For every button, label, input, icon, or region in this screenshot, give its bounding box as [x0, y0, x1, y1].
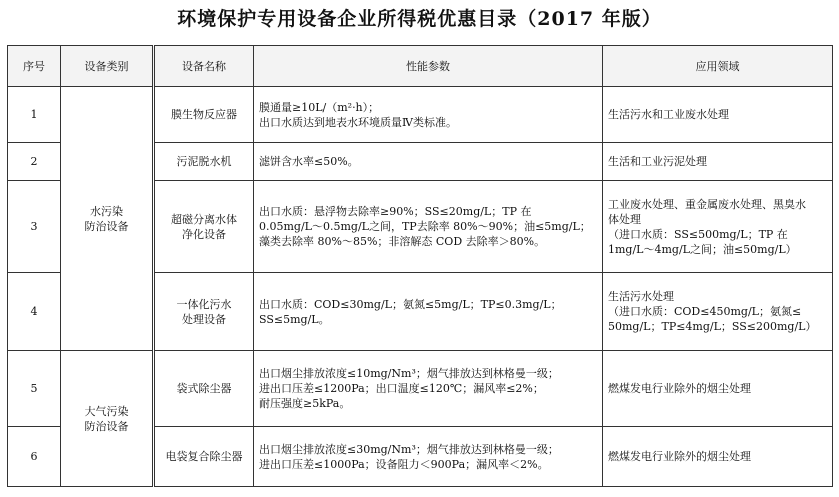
params-line: 膜通量≥10L/（m²·h）； — [259, 100, 380, 114]
application-cell — [603, 351, 833, 427]
params-cell — [254, 351, 603, 427]
row-number: 2 — [8, 143, 61, 181]
params-line: 藻类去除率 80%～85%；非溶解态 COD 去除率＞80%。 — [259, 235, 546, 248]
header-application: 应用领域 — [603, 46, 833, 87]
device-name — [154, 143, 254, 181]
params-line: SS≤5mg/L。 — [259, 312, 330, 326]
header-no: 序号 — [8, 46, 61, 87]
device-name-line: 污泥脱水机 — [176, 155, 232, 168]
params-cell — [254, 273, 603, 351]
params-line: 出口水质：悬浮物去除率≥90%；SS≤20mg/L；TP 在 — [259, 205, 532, 218]
row-number: 4 — [8, 273, 61, 351]
device-name — [154, 181, 254, 273]
row-number: 6 — [8, 427, 61, 487]
params-cell — [254, 427, 603, 487]
category-label: 防治设备 — [84, 219, 129, 233]
params-line: 耐压强度≥5kPa。 — [259, 397, 351, 410]
category-label: 防治设备 — [84, 419, 129, 433]
device-name-line: 膜生物反应器 — [171, 108, 237, 121]
category-label: 水污染 — [90, 204, 123, 218]
device-name-line: 超磁分离水体 — [171, 212, 237, 226]
application-line: 燃煤发电行业除外的烟尘处理 — [608, 382, 751, 395]
params-cell — [254, 143, 603, 181]
application-line: 生活污水和工业废水处理 — [608, 108, 729, 121]
row-number: 5 — [8, 351, 61, 427]
params-line: 出口水质：COD≤30mg/L；氨氮≤5mg/L；TP≤0.3mg/L； — [259, 297, 562, 311]
device-name-line: 净化设备 — [182, 227, 226, 241]
device-name-line: 袋式除尘器 — [176, 382, 232, 395]
params-cell — [254, 87, 603, 143]
params-line: 0.05mg/L～0.5mg/L之间，TP去除率 80%～90%；油≤5mg/L； — [259, 220, 591, 233]
category-label: 大气污染 — [84, 404, 129, 418]
category-water — [61, 87, 154, 351]
params-line: 进出口压差≤1200Pa；出口温度≤120℃；漏风率≤2%； — [259, 382, 544, 395]
header-device-name: 设备名称 — [154, 46, 254, 87]
device-name-line: 电袋复合除尘器 — [165, 450, 243, 463]
page-title: 环境保护专用设备企业所得税优惠目录（2017 年版） — [177, 8, 662, 30]
header-params: 性能参数 — [254, 46, 603, 87]
device-name — [154, 273, 254, 351]
row-number: 3 — [8, 181, 61, 273]
header-category: 设备类别 — [61, 46, 154, 87]
application-line: 燃煤发电行业除外的烟尘处理 — [608, 450, 751, 463]
header-row — [8, 46, 833, 87]
application-line: （进口水质：SS≤500mg/L；TP 在 — [608, 227, 788, 241]
application-line: （进口水质：COD≤450mg/L；氨氮≤ — [608, 305, 802, 318]
application-cell — [603, 181, 833, 273]
device-name — [154, 87, 254, 143]
application-line: 1mg/L～4mg/L之间；油≤50mg/L） — [608, 242, 797, 256]
table-row — [8, 351, 833, 427]
application-line: 体处理 — [608, 212, 641, 226]
params-line: 进出口压差≤1000Pa；设备阻力＜900Pa；漏风率＜2%。 — [259, 457, 549, 471]
device-name — [154, 351, 254, 427]
device-name-line: 一体化污水 — [176, 297, 232, 311]
catalog-table — [7, 45, 833, 487]
row-number: 1 — [8, 87, 61, 143]
device-name-line: 处理设备 — [182, 312, 226, 326]
params-line: 出口烟尘排放浓度≤30mg/Nm³；烟气排放达到林格曼一级； — [259, 442, 559, 456]
application-cell — [603, 143, 833, 181]
params-line: 出口烟尘排放浓度≤10mg/Nm³；烟气排放达到林格曼一级； — [259, 367, 559, 380]
application-cell — [603, 87, 833, 143]
application-cell — [603, 273, 833, 351]
table-row — [8, 87, 833, 143]
application-line: 工业废水处理、重金属废水处理、黑臭水 — [608, 197, 806, 211]
application-line: 生活和工业污泥处理 — [608, 155, 707, 168]
application-line: 生活污水处理 — [608, 290, 674, 303]
application-cell — [603, 427, 833, 487]
application-line: 50mg/L；TP≤4mg/L；SS≤200mg/L） — [608, 320, 817, 333]
category-air — [61, 351, 154, 487]
params-line: 滤饼含水率≤50%。 — [259, 155, 359, 168]
params-cell — [254, 181, 603, 273]
device-name — [154, 427, 254, 487]
params-line: 出口水质达到地表水环境质量Ⅳ类标准。 — [259, 115, 457, 129]
